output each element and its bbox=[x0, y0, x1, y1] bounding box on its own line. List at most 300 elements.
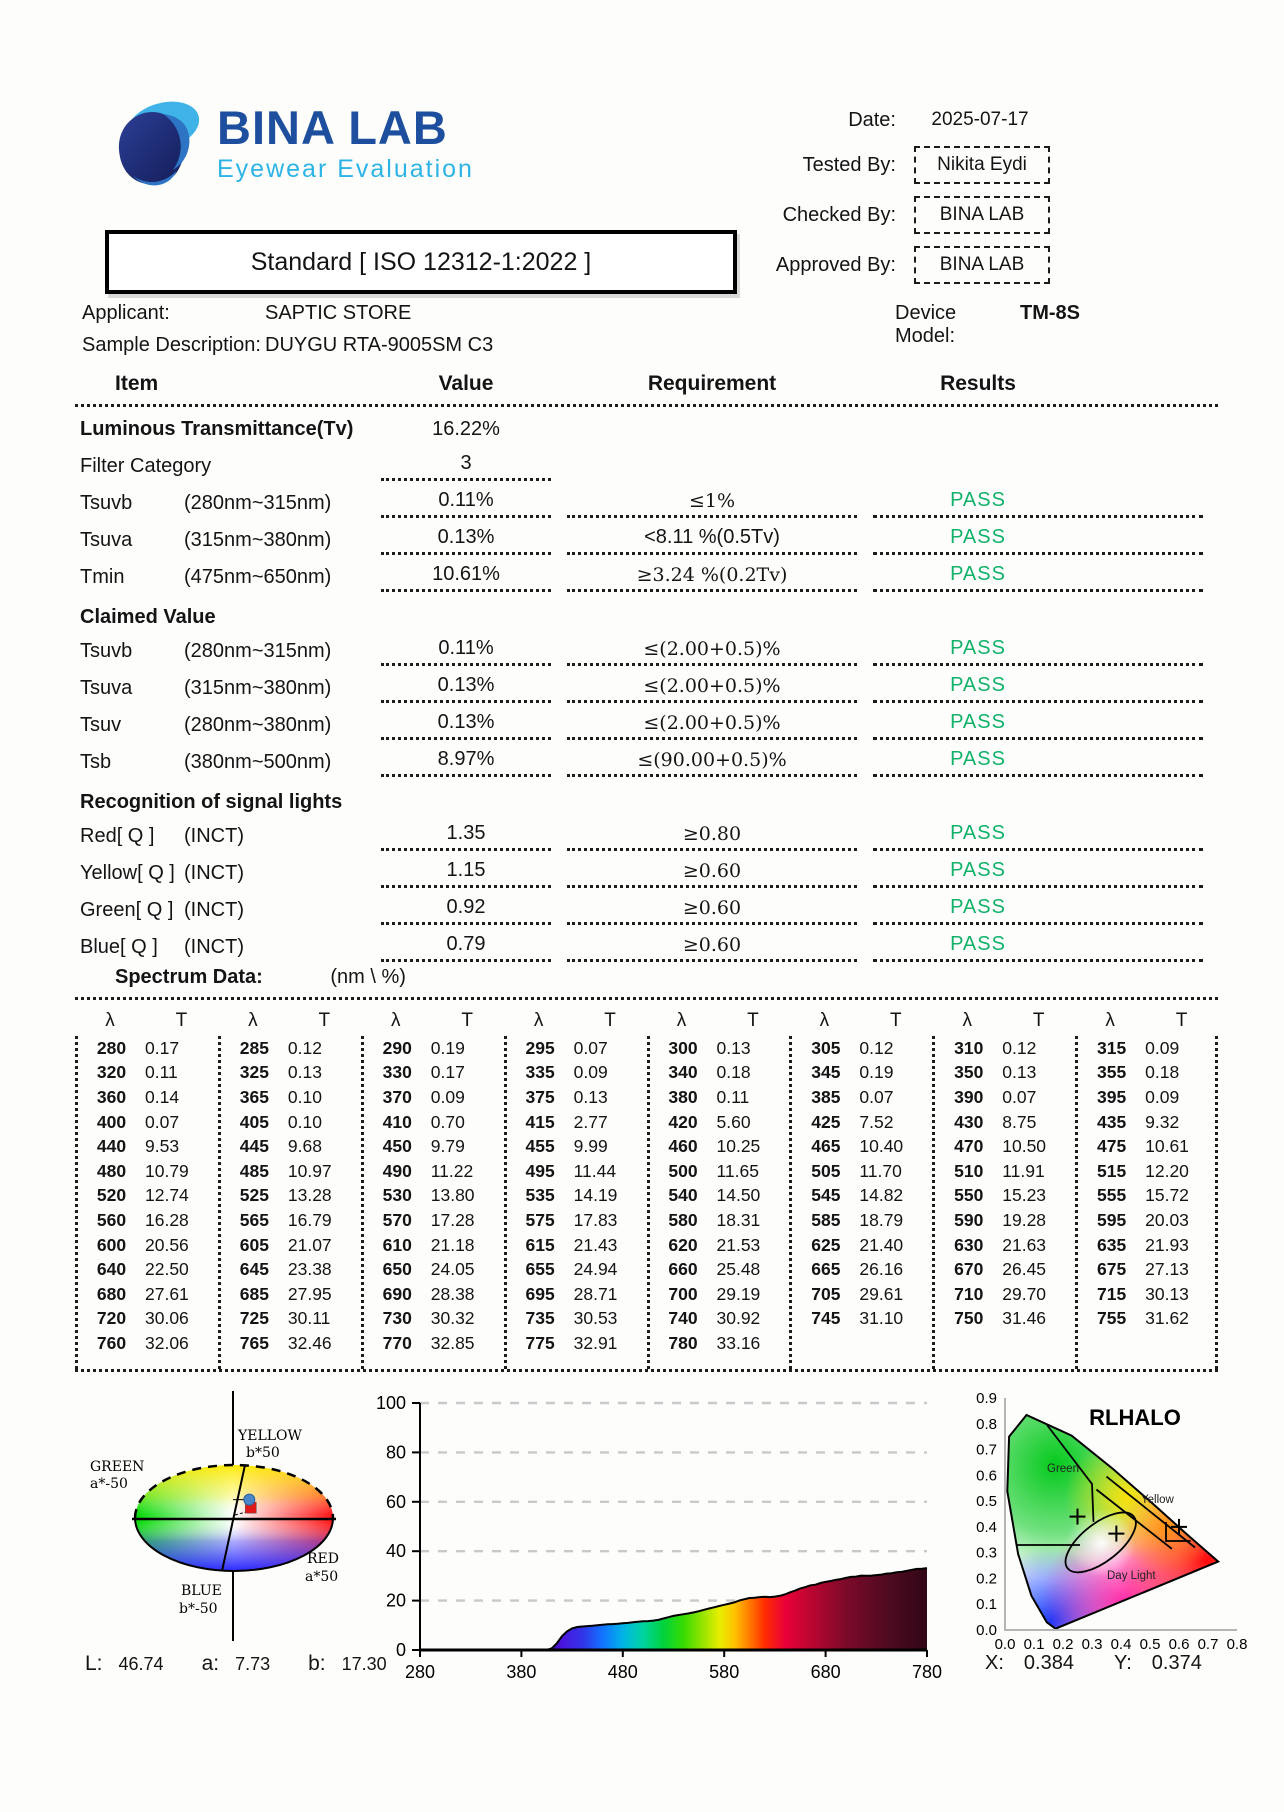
svg-text:0.4: 0.4 bbox=[976, 1518, 997, 1536]
wavelength-value: 455 bbox=[525, 1136, 555, 1157]
requirement-cell: ≤(2.00+0.5)% bbox=[567, 638, 857, 666]
item-cell bbox=[75, 825, 365, 851]
checked-by-value: BINA LAB bbox=[914, 196, 1050, 234]
transmittance-value: 13.80 bbox=[430, 1185, 475, 1206]
result-cell: PASS bbox=[873, 711, 1203, 740]
spectrum-cell bbox=[935, 1331, 1075, 1356]
spectrum-cell bbox=[935, 1085, 1075, 1110]
transmittance-value: 21.93 bbox=[1145, 1234, 1189, 1255]
svg-text:0.5: 0.5 bbox=[1139, 1636, 1161, 1653]
svg-text:0.7: 0.7 bbox=[1197, 1636, 1219, 1653]
spectrum-column bbox=[75, 1036, 218, 1369]
wavelength-value: 685 bbox=[239, 1283, 269, 1304]
spectrum-cell bbox=[1078, 1110, 1215, 1135]
item-name: Tsb bbox=[80, 751, 112, 773]
spectrum-cell bbox=[1078, 1036, 1215, 1061]
result-cell: PASS bbox=[873, 526, 1203, 555]
transmittance-value: 9.68 bbox=[287, 1136, 322, 1157]
transmittance-value: 11.91 bbox=[1002, 1160, 1045, 1181]
value-cell: 0.13% bbox=[381, 674, 551, 703]
transmittance-value: 12.74 bbox=[145, 1185, 189, 1206]
wavelength-value: 705 bbox=[811, 1283, 841, 1304]
spectrum-cell bbox=[221, 1307, 361, 1332]
t-header: T bbox=[1175, 1010, 1188, 1031]
spectrum-cell bbox=[364, 1061, 504, 1086]
spectrum-cell bbox=[1078, 1307, 1215, 1332]
spectrum-cell bbox=[1078, 1061, 1215, 1086]
wavelength-value: 380 bbox=[668, 1086, 698, 1107]
wavelength-value: 715 bbox=[1097, 1283, 1127, 1304]
spectrum-cell bbox=[935, 1134, 1075, 1159]
wavelength-value: 460 bbox=[668, 1136, 698, 1157]
svg-text:0.7: 0.7 bbox=[976, 1441, 997, 1459]
spectrum-column bbox=[504, 1036, 647, 1369]
spectrum-cell bbox=[507, 1159, 647, 1184]
wavelength-value: 280 bbox=[96, 1037, 127, 1058]
wavelength-value: 720 bbox=[96, 1308, 127, 1329]
result-cell: PASS bbox=[873, 822, 1203, 851]
spectrum-cell bbox=[792, 1085, 932, 1110]
spectrum-cell bbox=[78, 1257, 218, 1282]
yellow-region-label: Yellow bbox=[1141, 1494, 1174, 1506]
table-row bbox=[75, 518, 1218, 555]
spectrum-cell bbox=[650, 1208, 790, 1233]
X-label: X: bbox=[985, 1652, 1004, 1674]
spectrum-cell bbox=[650, 1036, 790, 1061]
section-row: Claimed Value bbox=[80, 606, 216, 628]
wavelength-value: 510 bbox=[954, 1160, 984, 1181]
transmittance-value: 31.46 bbox=[1002, 1308, 1047, 1329]
spectrum-cell bbox=[364, 1307, 504, 1332]
transmittance-value: 23.38 bbox=[287, 1259, 332, 1280]
svg-text:0.8: 0.8 bbox=[1226, 1636, 1248, 1653]
item-range: (380nm~500nm) bbox=[184, 751, 332, 773]
transmittance-value: 11.44 bbox=[573, 1160, 617, 1181]
spectrum-cell bbox=[507, 1307, 647, 1332]
spectrum-column bbox=[361, 1036, 504, 1369]
item-cell bbox=[75, 529, 365, 555]
transmittance-value: 24.05 bbox=[430, 1259, 475, 1280]
value-cell: 3 bbox=[381, 452, 551, 481]
wavelength-value: 675 bbox=[1097, 1259, 1127, 1280]
table-row bbox=[75, 629, 1218, 666]
spectrum-column bbox=[789, 1036, 932, 1369]
spectrum-cell bbox=[507, 1282, 647, 1307]
spectrum-cell bbox=[792, 1159, 932, 1184]
value-cell: 0.13% bbox=[381, 711, 551, 740]
spectrum-cell bbox=[650, 1184, 790, 1209]
requirement-cell bbox=[567, 478, 857, 481]
transmittance-value: 0.09 bbox=[1145, 1037, 1180, 1058]
wavelength-value: 650 bbox=[382, 1259, 412, 1280]
requirement-cell bbox=[567, 441, 857, 444]
transmittance-value: 16.28 bbox=[145, 1209, 189, 1230]
standard-title: Standard [ ISO 12312-1:2022 ] bbox=[105, 230, 737, 294]
spectrum-cell bbox=[364, 1282, 504, 1307]
date-row bbox=[768, 100, 1068, 140]
wavelength-value: 480 bbox=[96, 1160, 127, 1181]
wavelength-value: 425 bbox=[811, 1111, 841, 1132]
transmittance-value: 28.71 bbox=[573, 1283, 618, 1304]
transmittance-value: 27.13 bbox=[1145, 1259, 1189, 1280]
wavelength-value: 320 bbox=[96, 1062, 127, 1083]
item-name: Red[ Q ] bbox=[80, 825, 155, 847]
wavelength-value: 520 bbox=[96, 1185, 127, 1206]
svg-text:780: 780 bbox=[911, 1662, 943, 1682]
svg-text:280: 280 bbox=[404, 1662, 436, 1682]
transmittance-value: 9.99 bbox=[573, 1136, 608, 1157]
transmittance-value: 7.52 bbox=[859, 1111, 894, 1132]
value-cell: 10.61% bbox=[381, 563, 551, 592]
transmittance-value: 0.12 bbox=[859, 1037, 894, 1058]
spectrum-cell bbox=[650, 1257, 790, 1282]
transmittance-value: 26.16 bbox=[859, 1259, 904, 1280]
wavelength-value: 415 bbox=[525, 1111, 555, 1132]
spectrum-header-pair bbox=[647, 1010, 790, 1032]
wavelength-value: 315 bbox=[1097, 1037, 1127, 1058]
spectrum-cell bbox=[364, 1331, 504, 1356]
requirement-cell: ≥3.24 %(0.2Tv) bbox=[567, 564, 857, 592]
spectrum-cell bbox=[935, 1061, 1075, 1086]
spectrum-cell bbox=[78, 1036, 218, 1061]
spectrum-cell bbox=[792, 1208, 932, 1233]
t-header: T bbox=[1032, 1010, 1045, 1031]
logo-title: BINA LAB bbox=[217, 101, 448, 154]
table-row bbox=[75, 814, 1218, 851]
wavelength-value: 580 bbox=[668, 1209, 698, 1230]
transmittance-value: 21.43 bbox=[573, 1234, 618, 1255]
transmittance-value: 30.92 bbox=[716, 1308, 761, 1329]
spectrum-cell bbox=[78, 1159, 218, 1184]
spectrum-cell bbox=[1078, 1208, 1215, 1233]
wavelength-value: 745 bbox=[811, 1308, 841, 1329]
wavelength-value: 525 bbox=[239, 1185, 269, 1206]
transmittance-value: 22.50 bbox=[145, 1259, 189, 1280]
wavelength-value: 585 bbox=[811, 1209, 841, 1230]
item-range: (280nm~315nm) bbox=[184, 492, 332, 514]
transmittance-value: 10.25 bbox=[716, 1136, 761, 1157]
spectrum-cell bbox=[1078, 1134, 1215, 1159]
wavelength-value: 465 bbox=[811, 1136, 841, 1157]
spectrum-cell bbox=[792, 1257, 932, 1282]
spectrum-cell bbox=[792, 1282, 932, 1307]
spectrum-cell bbox=[650, 1159, 790, 1184]
spectrum-cell bbox=[507, 1184, 647, 1209]
wavelength-value: 395 bbox=[1097, 1086, 1127, 1107]
wavelength-value: 530 bbox=[382, 1185, 412, 1206]
svg-text:80: 80 bbox=[385, 1442, 406, 1463]
label-green-axis: GREEN bbox=[90, 1459, 145, 1475]
tested-by-row bbox=[768, 140, 1068, 190]
spectrum-cell bbox=[364, 1233, 504, 1258]
transmittance-value: 15.72 bbox=[1145, 1185, 1189, 1206]
transmittance-value: 32.06 bbox=[145, 1332, 189, 1353]
label-red-axis: RED bbox=[307, 1551, 339, 1567]
spectrum-cell bbox=[78, 1208, 218, 1233]
spectrum-cell bbox=[221, 1159, 361, 1184]
transmittance-value: 0.19 bbox=[430, 1037, 465, 1058]
item-name: Luminous Transmittance(Tv) bbox=[80, 418, 354, 440]
wavelength-value: 375 bbox=[525, 1086, 555, 1107]
t-header: T bbox=[604, 1010, 616, 1031]
svg-text:20: 20 bbox=[385, 1590, 406, 1611]
wavelength-value: 470 bbox=[954, 1136, 984, 1157]
wavelength-value: 615 bbox=[525, 1234, 555, 1255]
wavelength-value: 570 bbox=[382, 1209, 412, 1230]
lambda-header: λ bbox=[391, 1010, 401, 1031]
t-header: T bbox=[461, 1010, 473, 1031]
wavelength-value: 680 bbox=[96, 1283, 127, 1304]
result-cell: PASS bbox=[873, 859, 1203, 888]
spectrum-cell bbox=[221, 1331, 361, 1356]
wavelength-value: 690 bbox=[382, 1283, 412, 1304]
transmittance-value: 0.07 bbox=[145, 1111, 180, 1132]
item-name: Tsuva bbox=[80, 677, 133, 699]
svg-text:0.3: 0.3 bbox=[1081, 1636, 1103, 1653]
value-cell: 0.11% bbox=[381, 637, 551, 666]
spectrum-cell bbox=[507, 1036, 647, 1061]
wavelength-value: 410 bbox=[382, 1111, 412, 1132]
transmittance-value: 27.95 bbox=[287, 1283, 332, 1304]
wavelength-value: 540 bbox=[668, 1185, 698, 1206]
svg-text:0.0: 0.0 bbox=[994, 1636, 1016, 1653]
item-name: Tmin bbox=[80, 566, 125, 588]
result-cell bbox=[873, 441, 1203, 444]
value-cell: 0.79 bbox=[381, 933, 551, 962]
spectrum-cell bbox=[78, 1085, 218, 1110]
transmittance-value: 0.70 bbox=[430, 1111, 465, 1132]
transmittance-value: 29.19 bbox=[716, 1283, 761, 1304]
item-name: Green[ Q ] bbox=[80, 899, 174, 921]
transmittance-value: 11.70 bbox=[859, 1160, 902, 1181]
logo-subtitle: Eyewear Evaluation bbox=[217, 154, 474, 183]
transmittance-value: 17.28 bbox=[430, 1209, 475, 1230]
spectrum-cell bbox=[364, 1208, 504, 1233]
spectrum-cell bbox=[364, 1257, 504, 1282]
table-row bbox=[75, 740, 1218, 777]
chromaticity-diagram bbox=[955, 1375, 1275, 1675]
wavelength-value: 385 bbox=[811, 1086, 841, 1107]
value-cell: 0.13% bbox=[381, 526, 551, 555]
wavelength-value: 300 bbox=[668, 1037, 698, 1058]
spectrum-cell bbox=[364, 1036, 504, 1061]
label-red-axis-value: a*50 bbox=[305, 1569, 339, 1585]
results-table bbox=[75, 372, 1218, 962]
spectrum-cell bbox=[364, 1110, 504, 1135]
result-cell bbox=[873, 478, 1203, 481]
a-label: a: bbox=[201, 1652, 220, 1675]
transmittance-value: 5.60 bbox=[716, 1111, 751, 1132]
transmittance-value: 30.53 bbox=[573, 1308, 618, 1329]
transmittance-value: 0.12 bbox=[1002, 1037, 1037, 1058]
spectrum-cell bbox=[650, 1307, 790, 1332]
wavelength-value: 450 bbox=[382, 1136, 412, 1157]
lambda-header: λ bbox=[676, 1010, 687, 1031]
spectrum-cell bbox=[935, 1307, 1075, 1332]
item-cell bbox=[75, 677, 365, 703]
spectrum-cell bbox=[1078, 1184, 1215, 1209]
lambda-header: λ bbox=[533, 1010, 544, 1031]
item-name: Tsuv bbox=[80, 714, 122, 736]
transmittance-value: 0.13 bbox=[573, 1086, 608, 1107]
spectrum-cell bbox=[792, 1307, 932, 1332]
transmittance-chart bbox=[330, 1388, 950, 1688]
spectrum-cell bbox=[792, 1331, 932, 1356]
spectrum-cell bbox=[364, 1184, 504, 1209]
svg-text:0.6: 0.6 bbox=[1168, 1636, 1190, 1653]
t-header: T bbox=[318, 1010, 331, 1031]
spectrum-header-pair bbox=[932, 1010, 1075, 1032]
wavelength-value: 755 bbox=[1097, 1308, 1127, 1329]
spectrum-table-header bbox=[75, 1000, 1218, 1032]
transmittance-value: 14.19 bbox=[573, 1185, 618, 1206]
wavelength-value: 290 bbox=[382, 1037, 412, 1058]
spectrum-cell bbox=[221, 1184, 361, 1209]
label-blue-axis: BLUE bbox=[181, 1583, 222, 1599]
spectrum-cell bbox=[650, 1282, 790, 1307]
spectrum-cell bbox=[1078, 1233, 1215, 1258]
requirement-cell: ≤(90.00+0.5)% bbox=[567, 749, 857, 777]
xy-values-row bbox=[985, 1652, 1242, 1675]
spectrum-header-pair bbox=[789, 1010, 932, 1032]
requirement-cell: ≤(2.00+0.5)% bbox=[567, 712, 857, 740]
transmittance-value: 0.07 bbox=[859, 1086, 894, 1107]
applicant-row bbox=[82, 302, 493, 325]
wavelength-value: 605 bbox=[239, 1234, 269, 1255]
svg-text:0.8: 0.8 bbox=[976, 1415, 997, 1433]
label-blue-axis-value: b*-50 bbox=[179, 1601, 218, 1617]
t-header: T bbox=[175, 1010, 188, 1031]
transmittance-value: 32.85 bbox=[430, 1332, 475, 1353]
spectrum-cell bbox=[650, 1134, 790, 1159]
result-cell: PASS bbox=[873, 563, 1203, 592]
transmittance-value: 0.11 bbox=[716, 1086, 750, 1107]
wavelength-value: 310 bbox=[954, 1037, 984, 1058]
wavelength-value: 400 bbox=[96, 1111, 127, 1132]
item-cell bbox=[75, 640, 365, 666]
approved-by-label: Approved By: bbox=[775, 253, 896, 276]
table-row bbox=[75, 555, 1218, 592]
transmittance-value: 0.07 bbox=[1002, 1086, 1037, 1107]
wavelength-value: 495 bbox=[525, 1160, 555, 1181]
wavelength-value: 500 bbox=[668, 1160, 698, 1181]
wavelength-value: 345 bbox=[811, 1062, 841, 1083]
col-requirement: Requirement bbox=[647, 372, 777, 395]
transmittance-value: 20.56 bbox=[145, 1234, 189, 1255]
table-row bbox=[75, 481, 1218, 518]
lab-values-row bbox=[85, 1652, 425, 1676]
transmittance-value: 0.10 bbox=[287, 1086, 322, 1107]
result-cell: PASS bbox=[873, 637, 1203, 666]
wavelength-value: 330 bbox=[382, 1062, 412, 1083]
wavelength-value: 625 bbox=[811, 1234, 841, 1255]
transmittance-value: 32.46 bbox=[287, 1332, 332, 1353]
wavelength-value: 660 bbox=[668, 1259, 698, 1280]
item-cell bbox=[75, 936, 365, 962]
wavelength-value: 555 bbox=[1097, 1185, 1127, 1206]
spectrum-cell bbox=[1078, 1085, 1215, 1110]
wavelength-value: 430 bbox=[954, 1111, 984, 1132]
spectrum-cell bbox=[507, 1233, 647, 1258]
svg-text:380: 380 bbox=[506, 1662, 537, 1682]
item-name: Yellow[ Q ] bbox=[80, 862, 175, 884]
wavelength-value: 435 bbox=[1097, 1111, 1127, 1132]
spectrum-header-pair bbox=[361, 1010, 504, 1032]
transmittance-value: 18.31 bbox=[716, 1209, 761, 1230]
spectrum-cell bbox=[507, 1331, 647, 1356]
transmittance-value: 0.09 bbox=[573, 1062, 608, 1083]
item-range: (INCT) bbox=[184, 825, 244, 847]
requirement-cell: <8.11 %(0.5Tv) bbox=[567, 526, 857, 555]
wavelength-value: 490 bbox=[382, 1160, 412, 1181]
transmittance-value: 24.94 bbox=[573, 1259, 618, 1280]
transmittance-value: 21.40 bbox=[859, 1234, 904, 1255]
transmittance-value: 13.28 bbox=[287, 1185, 332, 1206]
spectrum-header-pair bbox=[218, 1010, 361, 1032]
item-range: (280nm~380nm) bbox=[184, 714, 332, 736]
meta-block bbox=[768, 100, 1068, 290]
wavelength-value: 610 bbox=[382, 1234, 412, 1255]
Y-value: 0.374 bbox=[1151, 1652, 1202, 1674]
spectrum-cell bbox=[792, 1233, 932, 1258]
table-row bbox=[75, 407, 1218, 444]
wavelength-value: 590 bbox=[954, 1209, 984, 1230]
transmittance-value: 21.53 bbox=[716, 1234, 761, 1255]
wavelength-value: 695 bbox=[525, 1283, 555, 1304]
transmittance-value: 11.22 bbox=[430, 1160, 474, 1181]
applicant-label: Applicant: bbox=[82, 302, 170, 324]
spectrum-cell bbox=[650, 1110, 790, 1135]
transmittance-value: 0.13 bbox=[1002, 1062, 1037, 1083]
spectrum-cell bbox=[221, 1233, 361, 1258]
tested-by-value: Nikita Eydi bbox=[914, 146, 1050, 184]
svg-text:100: 100 bbox=[375, 1393, 406, 1413]
t-header: T bbox=[890, 1010, 902, 1031]
transmittance-value: 28.38 bbox=[430, 1283, 475, 1304]
transmittance-value: 27.61 bbox=[145, 1283, 189, 1304]
wavelength-value: 750 bbox=[954, 1308, 984, 1329]
wavelength-value: 765 bbox=[239, 1332, 269, 1353]
spectrum-cell bbox=[221, 1085, 361, 1110]
wavelength-value: 575 bbox=[525, 1209, 555, 1230]
transmittance-value: 31.62 bbox=[1145, 1308, 1189, 1329]
transmittance-value: 21.18 bbox=[430, 1234, 475, 1255]
spectrum-cell bbox=[78, 1061, 218, 1086]
spectrum-cell bbox=[507, 1257, 647, 1282]
transmittance-value: 0.18 bbox=[1145, 1062, 1180, 1083]
item-cell bbox=[75, 418, 365, 444]
spectrum-column bbox=[932, 1036, 1075, 1369]
spectrum-section bbox=[75, 964, 1218, 1372]
wavelength-value: 635 bbox=[1097, 1234, 1127, 1255]
b-value: 17.30 bbox=[341, 1654, 387, 1674]
item-cell bbox=[75, 899, 365, 925]
wavelength-value: 700 bbox=[668, 1283, 698, 1304]
wavelength-value: 305 bbox=[811, 1037, 841, 1058]
wavelength-value: 440 bbox=[96, 1136, 127, 1157]
lambda-header: λ bbox=[248, 1010, 258, 1031]
item-name: Tsuvb bbox=[80, 640, 133, 662]
label-green-axis-value: a*-50 bbox=[90, 1476, 128, 1492]
col-value: Value bbox=[438, 372, 494, 395]
requirement-cell: ≥0.60 bbox=[567, 860, 857, 888]
spectrum-cell bbox=[78, 1110, 218, 1135]
transmittance-value: 11.65 bbox=[716, 1160, 759, 1181]
label-yellow-axis-value: b*50 bbox=[246, 1445, 280, 1461]
item-name: Tsuva bbox=[80, 529, 133, 551]
item-range: (315nm~380nm) bbox=[184, 529, 332, 551]
transmittance-value: 8.75 bbox=[1002, 1111, 1037, 1132]
